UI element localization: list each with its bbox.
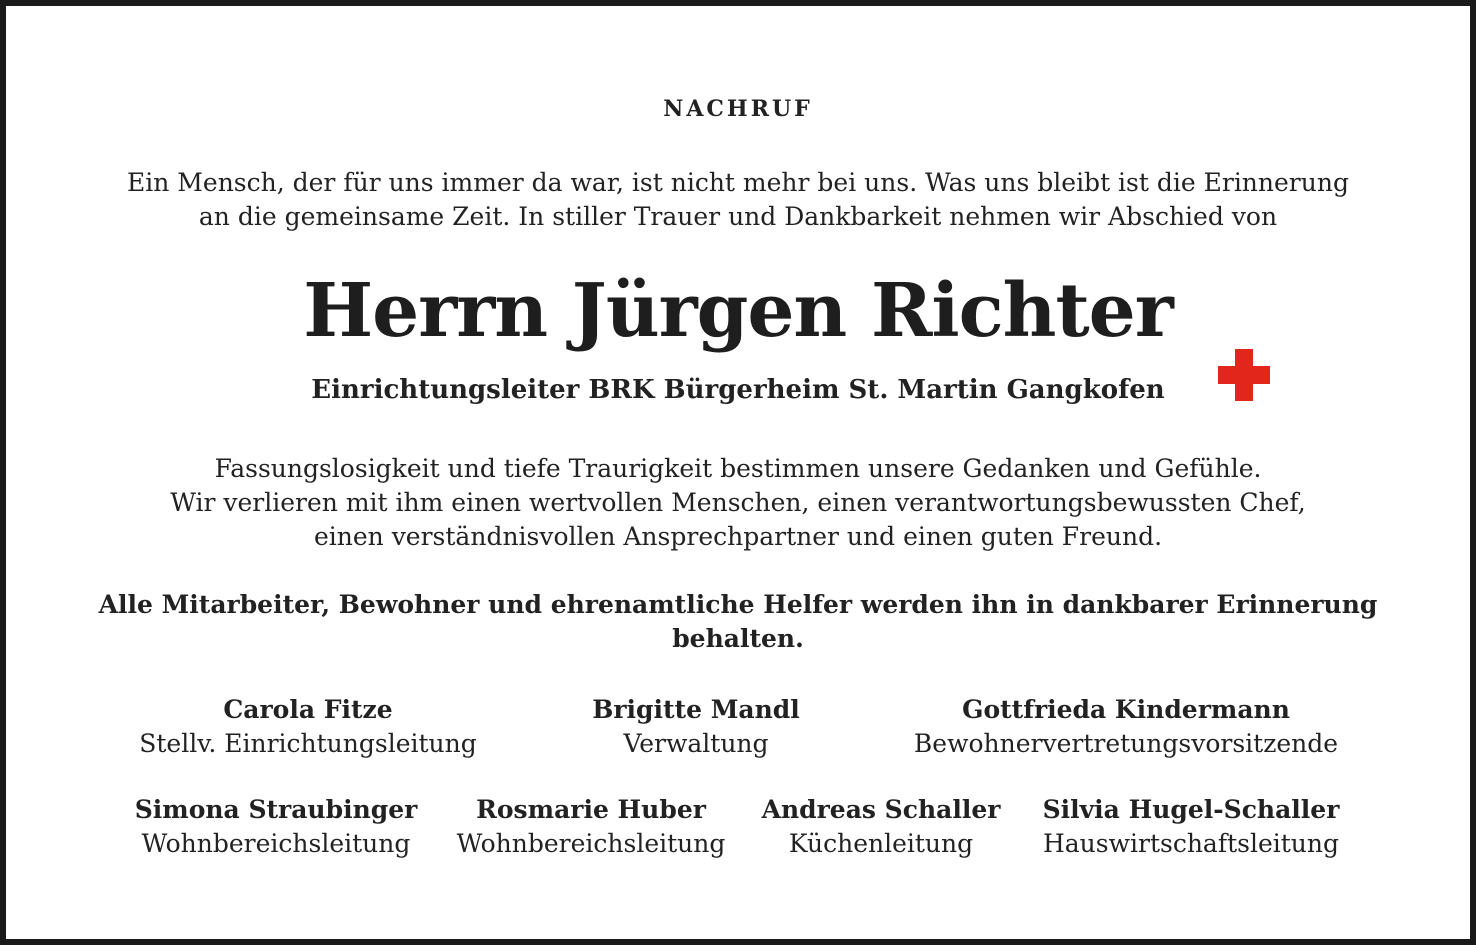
signatory-role: Wohnbereichsleitung bbox=[456, 829, 726, 858]
body-line: Wir verlieren mit ihm einen wertvollen Menschen, einen verantwortungsbewussten Chef, bbox=[170, 488, 1306, 517]
signatory-role: Stellv. Einrichtungsleitung bbox=[139, 729, 477, 758]
closing-text bbox=[6, 588, 1470, 656]
signatory-name: Rosmarie Huber bbox=[476, 795, 706, 824]
signatory-name: Silvia Hugel-Schaller bbox=[1042, 795, 1340, 824]
red-cross-icon bbox=[1218, 349, 1270, 401]
closing-line: behalten. bbox=[672, 624, 804, 653]
intro-line: an die gemeinsame Zeit. In stiller Trauer und Dankbarkeit nehmen wir Abschied von bbox=[198, 202, 1278, 231]
signatory-role: Bewohnervertretungsvorsitzende bbox=[913, 729, 1339, 758]
signatory-name: Brigitte Mandl bbox=[592, 695, 800, 724]
signatory-name: Carola Fitze bbox=[223, 695, 393, 724]
body-text bbox=[6, 452, 1470, 554]
signatory-role: Wohnbereichsleitung bbox=[141, 829, 411, 858]
closing-line: Alle Mitarbeiter, Bewohner und ehrenamtliche Helfer werden ihn in dankbarer Erinnerung bbox=[98, 590, 1378, 619]
signatory-role: Küchenleitung bbox=[788, 829, 974, 858]
signatory-name: Andreas Schaller bbox=[761, 795, 1001, 824]
signatory bbox=[1016, 793, 1366, 861]
signatory-role: Hauswirtschaftsleitung bbox=[1042, 829, 1340, 858]
signatory bbox=[756, 793, 1006, 861]
signatory-role: Verwaltung bbox=[623, 729, 769, 758]
signatory-name: Simona Straubinger bbox=[134, 795, 418, 824]
signatory bbox=[886, 693, 1366, 761]
signatory bbox=[108, 693, 508, 761]
signatory bbox=[441, 793, 741, 861]
body-line: Fassungslosigkeit und tiefe Traurigkeit bestimmen unsere Gedanken und Gefühle. bbox=[214, 454, 1262, 483]
body-line: einen verständnisvollen Ansprechpartner und einen guten Freund. bbox=[313, 522, 1163, 551]
deceased-role: Einrichtungsleiter BRK Bürgerheim St. Martin Gangkofen bbox=[311, 375, 1165, 405]
signatory bbox=[546, 693, 846, 761]
signatory-name: Gottfrieda Kindermann bbox=[962, 695, 1290, 724]
intro-text bbox=[6, 166, 1470, 234]
deceased-name: Herrn Jürgen Richter bbox=[303, 268, 1173, 354]
intro-line: Ein Mensch, der für uns immer da war, ist nicht mehr bei uns. Was uns bleibt ist die Erinnerung bbox=[127, 168, 1349, 197]
heading: NACHRUF bbox=[663, 96, 813, 122]
signatory bbox=[126, 793, 426, 861]
